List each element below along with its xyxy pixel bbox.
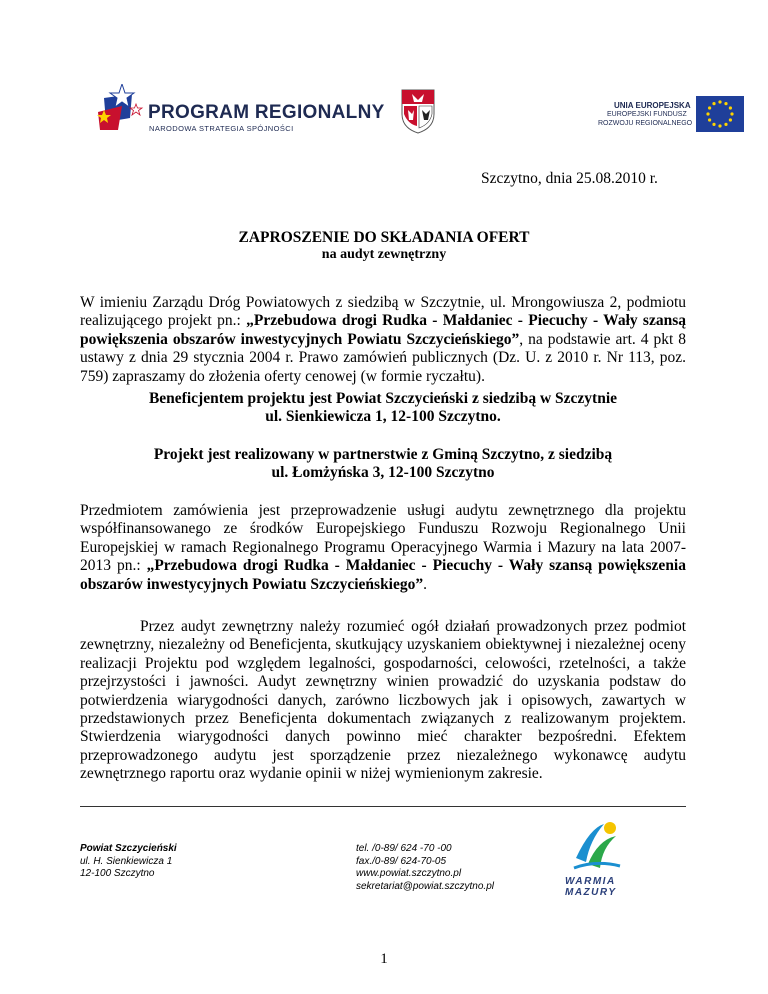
partner-line-1: Projekt jest realizowany w partnerstwie z Gminą Szczytno, z siedzibą	[153, 446, 613, 463]
beneficiary-block	[80, 390, 686, 427]
footer-contact	[356, 843, 526, 893]
beneficiary-line-1: Beneficjentem projektu jest Powiat Szczycieński z siedzibą w Szczytnie	[148, 390, 618, 407]
logo-line-1: WARMIA	[565, 876, 616, 887]
subject-paragraph	[80, 502, 686, 594]
beneficiary-line-2: ul. Sienkiewicza 1, 12-100 Szczytno.	[265, 408, 501, 426]
footer-email[interactable]: sekretariat@powiat.szczytno.pl	[356, 880, 494, 892]
footer-tel: tel. /0-89/ 624 -70 -00	[356, 843, 452, 854]
footer-www[interactable]: www.powiat.szczytno.pl	[356, 868, 462, 879]
warmia-mazury-logo-icon	[570, 818, 624, 874]
partner-block	[80, 446, 686, 483]
program-regionalny-logo-icon	[96, 84, 148, 132]
footer-org: Powiat Szczycieński	[80, 843, 177, 854]
eu-label: UNIA EUROPEJSKA	[614, 101, 691, 110]
subject-text-end: .	[423, 575, 427, 593]
intro-paragraph	[80, 294, 686, 386]
document-subtitle: na audyt zewnętrzny	[321, 247, 447, 262]
footer-street: ul. H. Sienkiewicza 1	[80, 855, 173, 867]
document-title: ZAPROSZENIE DO SKŁADANIA OFERT	[238, 229, 530, 246]
intro-text-end: , na podstawie art. 4 pkt 8 ustawy z dnia 29 stycznia 2004 r. Prawo zamówień publicznych (Dz. U. z 2010 r. Nr 113, poz. 759) zapraszamy do złożenia oferty cenowej (w formie ryczałtu).	[80, 330, 686, 385]
eu-fund-label: EUROPEJSKI FUNDUSZ	[607, 111, 687, 118]
warmia-mazury-logo-text	[565, 876, 617, 898]
logo-line-2: MAZURY	[565, 887, 617, 898]
coat-of-arms-icon	[400, 88, 436, 134]
subject-text: Przedmiotem zamówienia jest przeprowadzenie usługi audytu zewnętrznego dla projektu współfinansowanego ze środków Europejskiego Funduszu Rozwoju Regionalnego Unii Europejskiej w ramach Regionalnego Programu Operacyjnego Warmia i Mazury na lata 2007-2013 pn.:	[80, 502, 686, 575]
partner-line-2: ul. Łomżyńska 3, 12-100 Szczytno	[271, 464, 495, 482]
page-number: 1	[380, 951, 388, 967]
footer-city: 12-100 Szczytno	[80, 868, 155, 879]
footer-address	[80, 843, 177, 881]
program-subtitle: NARODOWA STRATEGIA SPÓJNOŚCI	[149, 124, 294, 133]
footer-divider	[80, 806, 686, 807]
intro-text: W imieniu Zarządu Dróg Powiatowych z siedzibą w Szczytnie, ul. Mrongowiusza 2, podmiotu realizującego projekt pn.:	[80, 294, 686, 330]
document-date: Szczytno, dnia 25.08.2010 r.	[481, 170, 658, 187]
eu-fund-label-2: ROZWOJU REGIONALNEGO	[598, 120, 693, 127]
subject-project-name: „Przebudowa drogi Rudka - Małdaniec - Piecuchy - Wały szansą powiększenia obszarów inwestycyjnych Powiatu Szczycieńskiego”	[80, 557, 686, 593]
document-header	[0, 0, 768, 150]
program-title: PROGRAM REGIONALNY	[148, 102, 385, 123]
project-name: „Przebudowa drogi Rudka - Małdaniec - Piecuchy - Wały szansą powiększenia obszarów inwestycyjnych Powiatu Szczycieńskiego”	[80, 312, 686, 348]
eu-flag-icon	[696, 96, 744, 132]
audit-definition-paragraph: Przez audyt zewnętrzny należy rozumieć ogół działań prowadzonych przez podmiot zewnętrzny, niezależny od Beneficjenta, skutkujący uzyskaniem obiektywnej i niezależnej oceny realizacji Projektu pod względem legalności, gospodarności, celowości, rzetelności, a także przejrzystości i jawności. Audyt zewnętrzny winien prowadzić do uzyskania podstaw do potwierdzenia wiarygodności danych, zarówno liczbowych jak i opisowych, zawartych w przedstawionych przez Beneficjenta dokumentach związanych z realizowanym projektem. Stwierdzenia wiarygodności danych powinno mieć charakter bezpośredni. Efektem przeprowadzonego audytu jest sporządzenie przez niezależnego wykonawcę audytu zewnętrznego raportu oraz wydanie opinii w niżej wymienionym zakresie.	[80, 618, 686, 783]
footer-fax: fax./0-89/ 624-70-05	[356, 855, 447, 867]
